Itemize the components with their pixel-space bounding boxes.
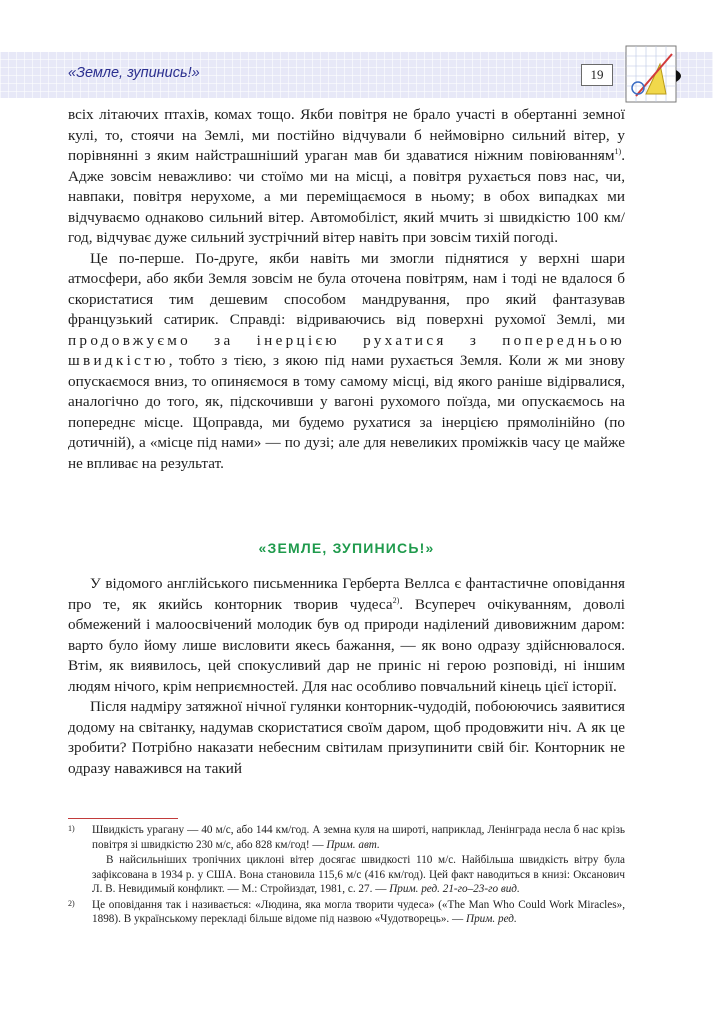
emphasized-phrase: продовжуємо за інерцією рухатися з попередньою швидкістю	[68, 331, 625, 369]
footnote-2: 2) Це оповідання так і називається: «Людина, яка могла творити чудеса» («The Man Who Could Work Miracles», 1898). В українському перекладі більше відоме під назвою «Чудотворець». — Прим. ред.	[68, 898, 625, 925]
paragraph: Це по-перше. По-друге, якби навіть ми змогли піднятися у верхні шари атмосфери, або якби Земля зовсім не була оточена повітрям, нам і тоді не вдалося б скористатися тим дешевим способом мандрування, про який фантазував французький сатирик. Справді: відриваючись від поверхні рухомої Землі, ми продовжуємо за інерцією рухатися з попередньою швидкістю, тобто з тією, з якою під нами рухається Земля. Коли ж ми знову опускаємося вниз, то опиняємося в тому самому місці, від якого раніше відірвалися, аналогічно до того, як, підскочивши у вагоні рухомого поїзда, ми опускаємось на попереднє місце. Щоправда, ми будемо рухатися за інерцією прямолінійно (по дотичній), а «місце під нами» — по дузі; але для невеликих проміжків часу це майже не впливає на результат.	[68, 249, 625, 472]
geometry-tools-icon	[624, 44, 688, 108]
footnote-divider	[68, 818, 178, 819]
section-text	[68, 574, 625, 779]
footnote-ref-1: 1)	[614, 146, 622, 156]
intro-text	[68, 105, 625, 474]
paragraph: всіх літаючих птахів, комах тощо. Якби повітря не брало участі в обертанні земної кулі, то, стоячи на Землі, ми постійно відчували б неймовірно сильний вітер, у порівнянні з яким найстрашніший ураган мав би здаватися ніжним повіюванням$^{1)}$. Адже зовсім неважливо: чи стоїмо ми на місці, а повітря рухається повз нас, чи, навпаки, повітря нерухоме, а ми переміщаємося в ньому; в обох випадках ми відчуваємо однаково сильний вітер. Автомобіліст, який мчить зі швидкістю 100 км/год, відчуває дуже сильний зустрічний вітер навіть при зовсім тихій погоді.	[68, 106, 625, 246]
footnote-1: 1) Швидкість урагану — 40 м/с, або 144 км/год. А земна куля на широті, наприклад, Ленінграда несла б нас крізь повітря зі швидкістю 230 м/с, або 828 км/год! — Прим. авт.	[68, 824, 625, 851]
footnotes	[68, 823, 625, 928]
running-header-title: «Земле, зупинись!»	[68, 65, 200, 81]
paragraph: Після надміру затяжної нічної гулянки конторник-чудодій, побоюючись заявитися додому на світанку, надумав скористатися своїм даром, щоб продовжити ніч. А як це зробити? Потрібно наказати небесним світилам призупинити свій біг. Конторник не одразу наважився на такий	[68, 698, 625, 777]
section-heading: «ЗЕМЛЕ, ЗУПИНИСЬ!»	[258, 540, 435, 556]
footnote-ref-2: 2)	[392, 595, 400, 605]
page-number: 19	[581, 64, 613, 86]
paragraph: У відомого англійського письменника Герберта Веллса є фантастичне оповідання про те, як якийсь конторник творив чудеса$^{2)}$. Всупереч очікуванням, доволі обмежений і малоосвічений молодик був од природи наділений дивовижним даром: варто було йому лише висловити якесь бажання, — як воно одразу здійснювалося. Втім, як виявилось, цей спокусливий дар не приніс ні герою розповіді, ні іншим людям нічого, крім неприємностей. Для нас особливо повчальний кінець цієї історії.	[68, 575, 625, 695]
footnote-1-continued: В найсильніших тропічних циклоні вітер досягає швидкості 110 м/с. Найбільша швидкість вітру була зафіксована в 1934 р. у США. Вона становила 115,6 м/с (416 км/год). Цей факт наводиться в книзі: Оксанович Л. В. Невидимый конфликт. — М.: Стройиздат, 1981, с. 27. — Прим. ред. 21-го–23-го вид.	[92, 854, 625, 895]
